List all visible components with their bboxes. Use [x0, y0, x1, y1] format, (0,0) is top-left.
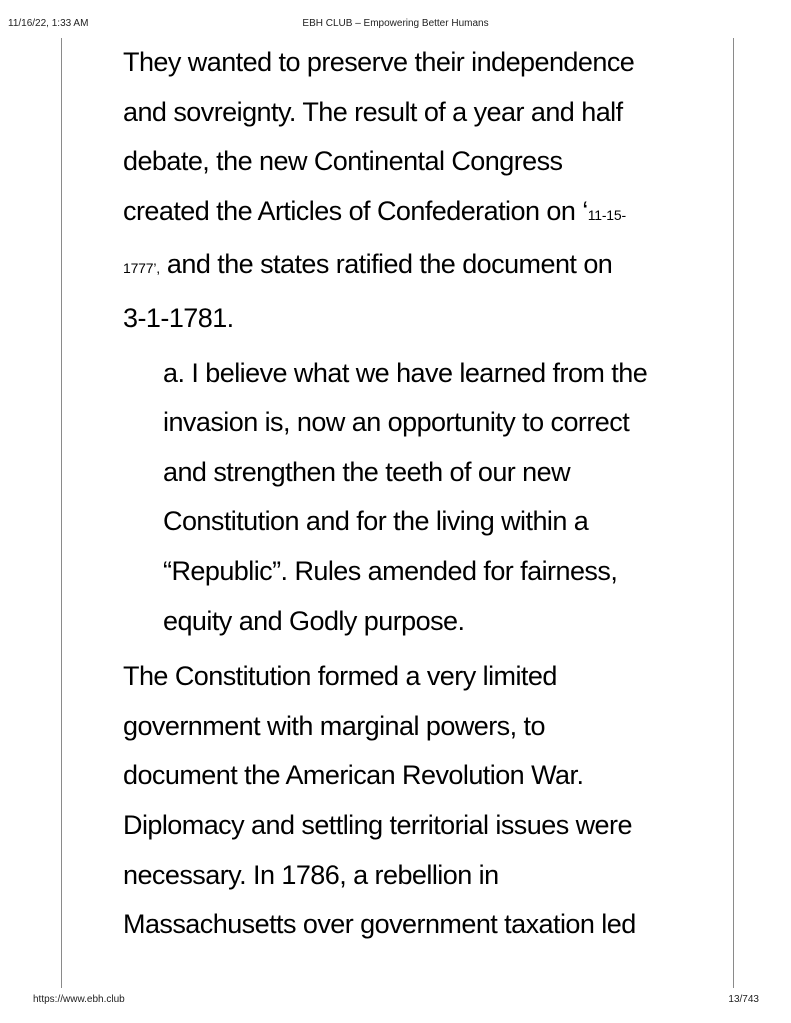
text-line: Constitution and for the living within a	[163, 506, 589, 537]
text-line: debate, the new Continental Congress	[123, 146, 563, 177]
date-fragment: 11-15-	[587, 206, 626, 223]
text-line: a. I believe what we have learned from the	[163, 357, 648, 388]
text-line: Massachusetts over government taxation led	[123, 909, 636, 940]
paragraph-sub-item-a	[163, 349, 723, 647]
text-fragment: and the states ratified the document on	[159, 249, 613, 280]
text-line: They wanted to preserve their independence	[123, 47, 635, 77]
right-margin-rule	[733, 38, 734, 988]
text-line: government with marginal powers, to	[123, 710, 545, 741]
print-datetime: 11/16/22, 1:33 AM	[8, 18, 89, 29]
document-body	[123, 38, 723, 950]
text-line: invasion is, now an opportunity to correct	[163, 407, 630, 438]
text-line	[123, 240, 723, 294]
text-line: “Republic”. Rules amended for fairness,	[163, 555, 618, 586]
text-fragment: created the Articles of Confederation on ‘	[123, 195, 588, 226]
footer-url: https://www.ebh.club	[33, 994, 125, 1005]
left-margin-rule	[61, 38, 62, 988]
page-title: EBH CLUB – Empowering Better Humans	[302, 18, 489, 29]
text-line: and sovreignty. The result of a year and half	[123, 96, 623, 127]
text-line: Diplomacy and settling territorial issues were	[123, 809, 632, 840]
text-line	[123, 187, 723, 241]
text-line: necessary. In 1786, a rebellion in	[123, 859, 499, 890]
paragraph-constitution	[123, 652, 723, 950]
text-line: document the American Revolution War.	[123, 760, 584, 791]
paragraph-articles-of-confederation	[123, 38, 723, 344]
text-line: equity and Godly purpose.	[163, 605, 465, 636]
date-fragment: 1777’,	[123, 260, 160, 277]
page-number: 13/743	[728, 994, 759, 1005]
text-line: 3-1-1781.	[123, 302, 234, 333]
text-line: The Constitution formed a very limited	[123, 661, 557, 692]
text-line: and strengthen the teeth of our new	[163, 456, 571, 487]
